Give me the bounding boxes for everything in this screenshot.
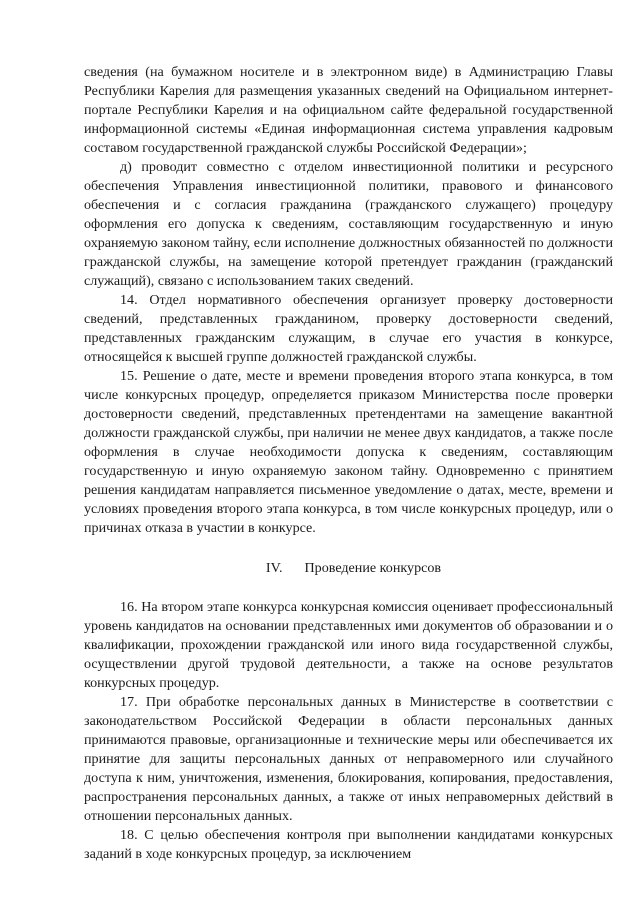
document-page [84, 63, 613, 864]
paragraph-16: 16. На втором этапе конкурса конкурсная комиссия оценивает профессиональный уровень кандидатов на основании представленных ими документов об образовании и о квалификации, прохождении гражданской или иного вида государственной службы, осуществлении другой трудовой деятельности, а также на основе результатов конкурсных процедур. [84, 599, 613, 691]
paragraph-14: 14. Отдел нормативного обеспечения организует проверку достоверности сведений, представленных гражданином, проверку достоверности сведений, представленных гражданским служащим, в случае его участия в конкурсе, относящейся к высшей группе должностей гражданской службы. [84, 292, 613, 365]
section-number: IV. [265, 560, 283, 576]
paragraph-continuation: сведения (на бумажном носителе и в электронном виде) в Администрацию Главы Республики Карелия для размещения указанных сведений на Официальном интернет-портале Республики Карелия и на официальном сайте федеральной государственной информационной системы «Единая информационная система управления кадровым составом государственной гражданской службы Российской Федерации»; [84, 64, 613, 156]
paragraph-17: 17. При обработке персональных данных в Министерстве в соответствии с законодательством Российской Федерации в области персональных данных принимаются правовые, организационные и технические меры или обеспечивается их принятие для защиты персональных данных от неправомерного или случайного доступа к ним, уничтожения, изменения, блокирования, копирования, предоставления, распространения персональных данных, а также от иных неправомерных действий в отношении персональных данных. [84, 694, 613, 824]
section-title: Проведение конкурсов [304, 560, 442, 576]
paragraph-18: 18. С целью обеспечения контроля при выполнении кандидатами конкурсных заданий в ходе конкурсных процедур, за исключением [84, 827, 613, 862]
paragraph-15: 15. Решение о дате, месте и времени проведения второго этапа конкурса, в том числе конкурсных процедур, определяется приказом Министерства после проверки достоверности сведений, представленных претендентами на замещение вакантной должности гражданской службы, при наличии не менее двух кандидатов, а также после оформления в случае необходимости допуска к сведениям, составляющим государственную и иную охраняемую законом тайну. Одновременно с принятием решения кандидатам направляется письменное уведомление о датах, месте, времени и условиях проведения второго этапа конкурса, в том числе конкурсных процедур, или о причинах отказа в участии в конкурсе. [84, 368, 613, 536]
paragraph-item-d: д) проводит совместно с отделом инвестиционной политики и ресурсного обеспечения Управления инвестиционной политики, правового и финансового обеспечения и с согласия гражданина (гражданского служащего) процедуру оформления его допуска к сведениям, составляющим государственную и иную охраняемую законом тайну, если исполнение должностных обязанностей по должности гражданской службы, на замещение которой претендует гражданин (гражданский служащий), связано с использованием таких сведений. [84, 159, 613, 289]
section-heading [84, 559, 613, 578]
